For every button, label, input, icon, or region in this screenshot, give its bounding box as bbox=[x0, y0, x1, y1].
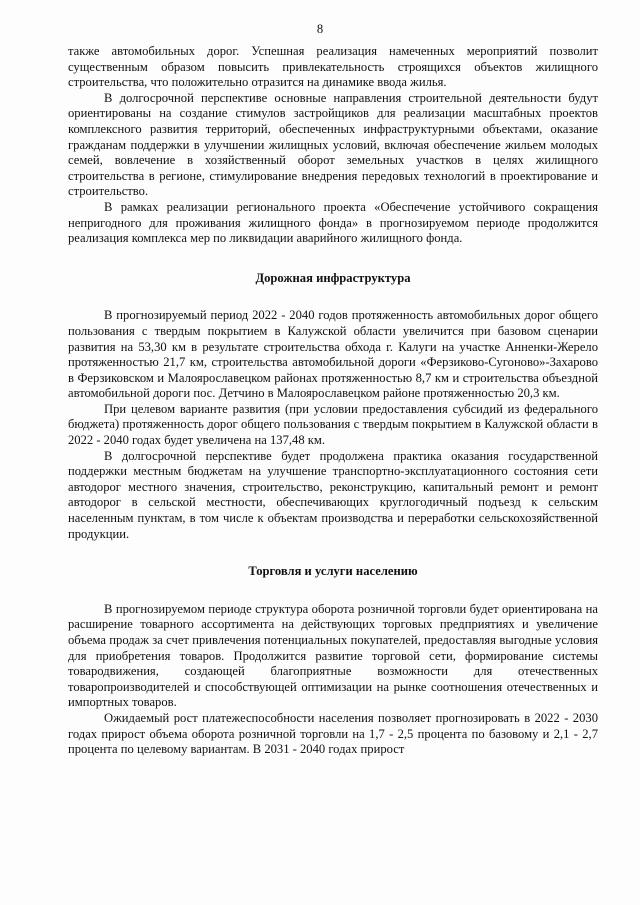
section-heading-road-infrastructure: Дорожная инфраструктура bbox=[255, 270, 411, 285]
page-content bbox=[68, 44, 598, 758]
trade-paragraph-1: В прогнозируемом периоде структура оборота розничной торговли будет ориентирована на расширение товарного ассортимента на действующих торговых предприятиях и увеличение объема продаж за счет привлечения потенциальных покупателей, предоставляя выгодные условия для приобретения товаров. Продолжится развитие торговой сети, формирование системы товародвижения, создающей благоприятные возможности для отечественных товаропроизводителей и способствующей оптимизации на рынке соотношения отечественных и импортных товаров. bbox=[68, 601, 598, 710]
section-heading-trade-services: Торговля и услуги населению bbox=[248, 564, 418, 579]
page-number: 8 bbox=[316, 22, 324, 36]
intro-paragraph-2: В долгосрочной перспективе основные направления строительной деятельности будут ориентированы на создание стимулов застройщиков для реализации масштабных проектов комплексного развития территорий, обеспеченных инфраструктурными объектами, оказание гражданам поддержки в улучшении жилищных условий, включая обеспечение жильем молодых семей, вовлечение в хозяйственный оборот земельных участков в целях жилищного строительства в регионе, стимулирование внедрения передовых технологий в проектирование и строительство. bbox=[68, 90, 598, 199]
trade-paragraph-2: Ожидаемый рост платежеспособности населения позволяет прогнозировать в 2022 - 2030 годах прирост объема оборота розничной торговли на 1,7 - 2,5 процента по базовому и 2,1 - 2,7 процента по целевому вариантам. В 2031 - 2040 годах прирост bbox=[68, 710, 598, 757]
road-paragraph-3: В долгосрочной перспективе будет продолжена практика оказания государственной поддержки местным бюджетам на улучшение транспортно-эксплуатационного состояния сети автодорог местного значения, строительство, реконструкцию, капитальный ремонт и ремонт автодорог в сельской местности, обеспечивающих круглогодичный подъезд к сельским населенным пунктам, в том числе к объектам производства и переработки сельскохозяйственной продукции. bbox=[68, 448, 598, 541]
intro-paragraph-1: также автомобильных дорог. Успешная реализация намеченных мероприятий позволит существенным образом повысить привлекательность строящихся объектов жилищного строительства, что положительно отразится на динамике ввода жилья. bbox=[68, 44, 598, 90]
intro-paragraph-3: В рамках реализации регионального проекта «Обеспечение устойчивого сокращения непригодного для проживания жилищного фонда» в прогнозируемом периоде продолжится реализация комплекса мер по ликвидации аварийного жилищного фонда. bbox=[68, 199, 598, 246]
road-paragraph-2: При целевом варианте развития (при условии предоставления субсидий из федерального бюджета) протяженность дорог общего пользования с твердым покрытием в Калужской области в 2022 - 2040 годах будет увеличена на 137,48 км. bbox=[68, 401, 598, 448]
road-paragraph-1: В прогнозируемый период 2022 - 2040 годов протяженность автомобильных дорог общего пользования с твердым покрытием в Калужской области увеличится при базовом сценарии развития на 53,30 км в результате строительства обхода г. Калуги на участке Анненки-Жерело протяженностью 21,7 км, строительства автомобильной дороги «Ферзиково-Сугоново»-Захарово в Ферзиковском и Малоярославецком районах протяженностью 8,7 км и строительства объездной автомобильной дороги пос. Детчино в Малоярославецком районе протяженностью 20,3 км. bbox=[68, 308, 598, 401]
